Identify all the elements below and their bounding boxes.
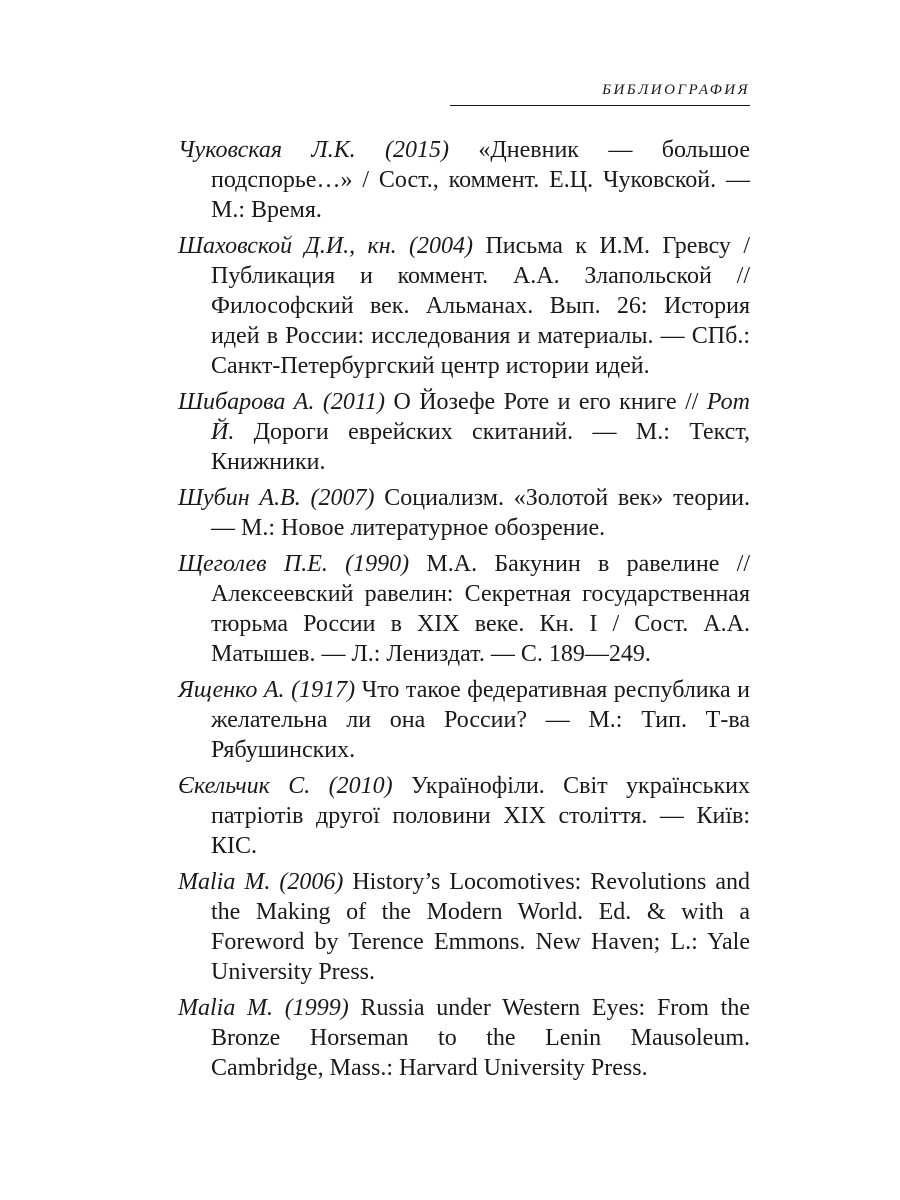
bibliography-entry [178,135,750,225]
entry-text: М.А. Бакунин в равелине // Алексеевский равелин: Секретная государственная тюрьма России в XIX веке. Кн. I / Сост. А.А. Матышев. — Л.: Лениздат. — С. 189—249. [211,551,751,667]
entry-secondary-author: Рот Й. [211,389,750,445]
entry-author: Чуковская Л.К. (2015) [178,137,450,163]
entry-text: О Йозефе Роте и его книге // [385,389,707,415]
bibliography-entry [178,867,750,987]
bibliography-entry [178,675,750,765]
entry-author: Шаховской Д.И., кн. (2004) [178,233,474,259]
bibliography-entry [178,231,750,381]
entry-text-continued: Дороги еврейских скитаний. — М.: Текст, Книжники. [211,419,750,475]
entry-text: «Дневник — большое подспорье…» / Сост., коммент. Е.Ц. Чуковской. — М.: Время. [211,137,750,223]
entry-author: Ященко А. (1917) [178,677,356,703]
entry-author: Єкельчик С. (2010) [178,773,393,799]
entry-text: Письма к И.М. Гревсу / Публикация и коммент. А.А. Злапольской // Философский век. Альманах. Вып. 26: История идей в России: исследования и материалы. — СПб.: Санкт-Петербургский центр истории идей. [211,233,750,379]
entry-text: History’s Locomotives: Revolutions and the Making of the Modern World. Ed. & with a Foreword by Terence Emmons. New Haven; L.: Yale University Press. [211,869,750,985]
entry-author: Щеголев П.Е. (1990) [178,551,410,577]
entry-author: Malia M. (1999) [178,995,349,1021]
bibliography-list [178,135,750,1089]
entry-text: Russia under Western Eyes: From the Bronze Horseman to the Lenin Mausoleum. Cambridge, Mass.: Harvard University Press. [211,995,750,1081]
running-head: БИБЛИОГРАФИЯ [450,82,750,106]
entry-text: Что такое федеративная республика и желательна ли она России? — М.: Тип. Т-ва Рябушинских. [211,677,750,763]
bibliography-entry [178,549,750,669]
bibliography-entry [178,483,750,543]
entry-text: Українофіли. Світ українських патріотів другої половини XIX століття. — Київ: КІС. [211,773,750,859]
bibliography-entry [178,387,750,477]
bibliography-entry [178,993,750,1083]
bibliography-entry [178,771,750,861]
entry-author: Шубин А.В. (2007) [178,485,375,511]
entry-author: Шибарова А. (2011) [178,389,386,415]
entry-author: Malia M. (2006) [178,869,344,895]
entry-text: Социализм. «Золотой век» теории. — М.: Новое литературное обозрение. [211,485,751,541]
